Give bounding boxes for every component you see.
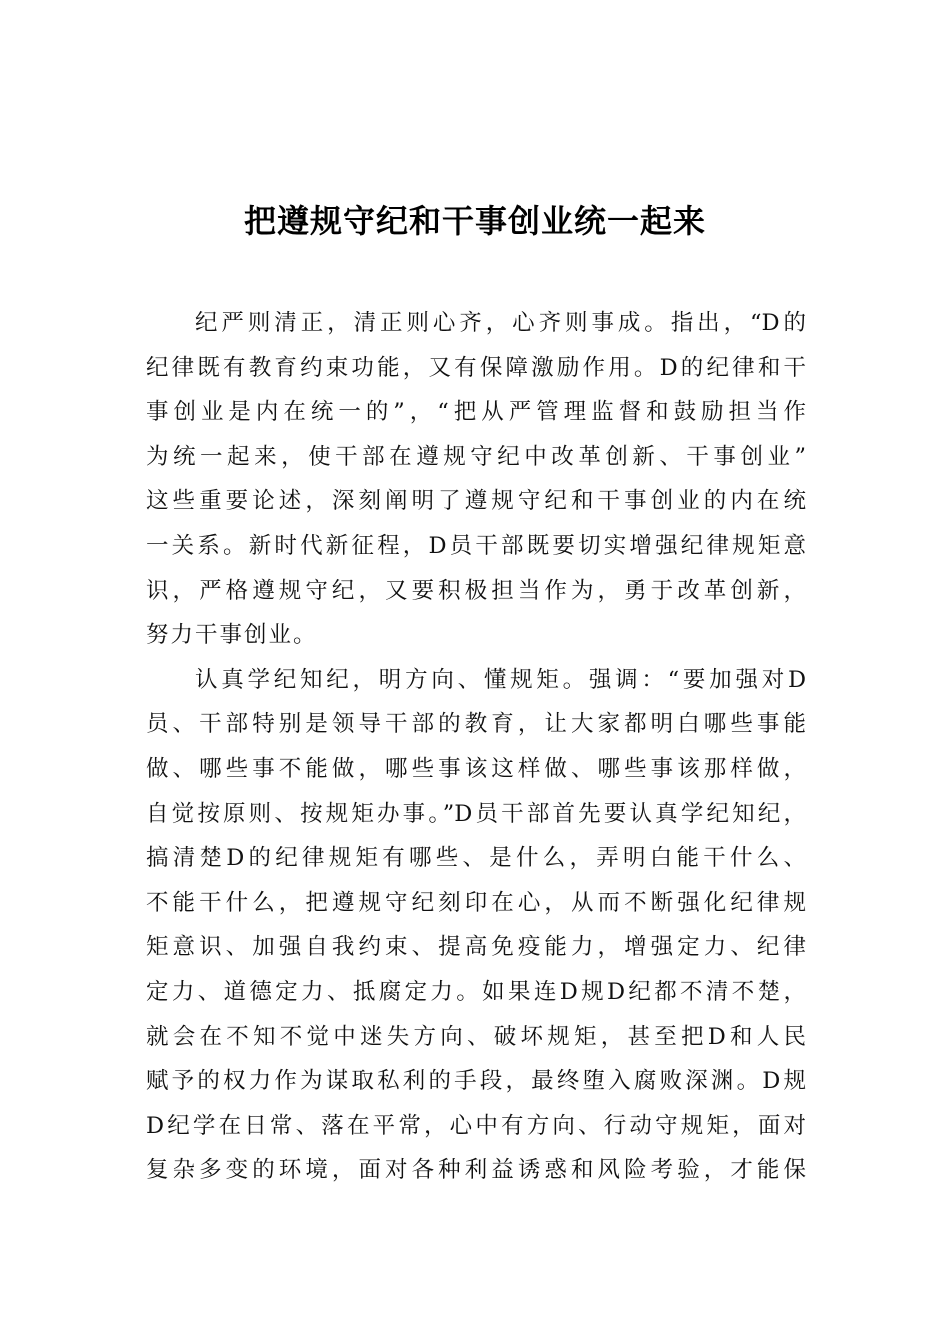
paragraph-line: 定力、道德定力、抵腐定力。如果连D规D纪都不清不楚， (146, 979, 806, 1005)
paragraph-line: 做、哪些事不能做，哪些事该这样做、哪些事该那样做， (146, 756, 806, 782)
paragraph-line: 矩意识、加强自我约束、提高免疫能力，增强定力、纪律 (146, 934, 806, 961)
paragraph-line: 识，严格遵规守纪，又要积极担当作为，勇于改革创新， (146, 577, 806, 604)
paragraph-line: 事创业是内在统一的”，“把从严管理监督和鼓励担当作 (146, 399, 806, 426)
paragraph-line: 搞清楚D的纪律规矩有哪些、是什么，弄明白能干什么、 (146, 845, 806, 872)
paragraph-line: D纪学在日常、落在平常，心中有方向、行动守规矩，面对 (146, 1112, 806, 1139)
paragraph-line: 就会在不知不觉中迷失方向、破坏规矩，甚至把D和人民 (146, 1023, 806, 1050)
document-title: 把遵规守纪和干事创业统一起来 (243, 202, 706, 240)
paragraph-line: 复杂多变的环境，面对各种利益诱惑和风险考验，才能保 (146, 1157, 806, 1184)
paragraph-line: 为统一起来，使干部在遵规守纪中改革创新、干事创业” (146, 443, 806, 470)
paragraph-line: 这些重要论述，深刻阐明了遵规守纪和干事创业的内在统 (146, 488, 806, 515)
paragraph-line: 认真学纪知纪，明方向、懂规矩。强调：“要加强对D (195, 666, 806, 693)
paragraph-line: 自觉按原则、按规矩办事。”D员干部首先要认真学纪知纪， (146, 800, 806, 827)
paragraph-line: 纪律既有教育约束功能，又有保障激励作用。D的纪律和干 (146, 354, 806, 381)
paragraph-line: 努力干事创业。 (146, 622, 318, 649)
paragraph-line: 一关系。新时代新征程，D员干部既要切实增强纪律规矩意 (146, 533, 806, 559)
paragraph-line: 赋予的权力作为谋取私利的手段，最终堕入腐败深渊。D规 (146, 1068, 806, 1095)
paragraph-line: 纪严则清正，清正则心齐，心齐则事成。指出，“D的 (195, 310, 806, 336)
paragraph-line: 员、干部特别是领导干部的教育，让大家都明白哪些事能 (146, 711, 806, 738)
paragraph-line: 不能干什么，把遵规守纪刻印在心，从而不断强化纪律规 (146, 889, 806, 916)
